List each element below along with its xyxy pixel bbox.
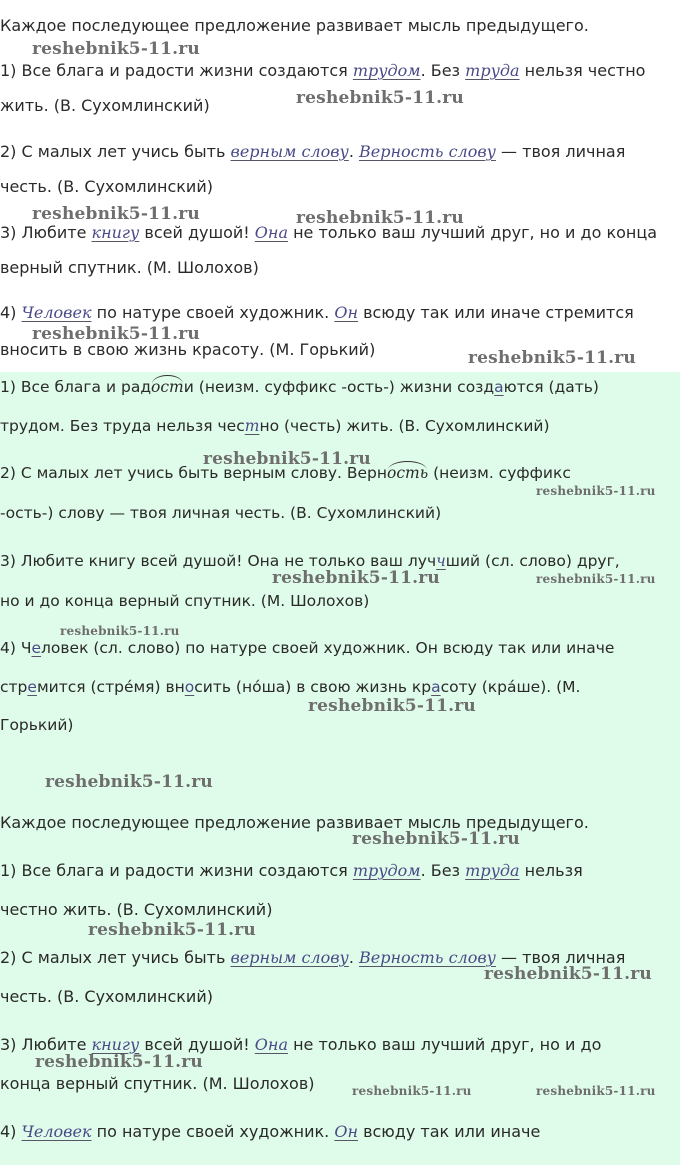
watermark: reshebnik5-11.ru xyxy=(296,88,464,108)
task-heading: Каждое последующее предложение развивает мысль предыдущего. xyxy=(0,16,589,35)
analysis-1-line-1: 1) Все блага и радости (неизм. суффикс -ость-) жизни создаются (дать) xyxy=(0,378,599,396)
watermark: reshebnik5-11.ru xyxy=(308,696,476,716)
word-ona: Она xyxy=(254,223,288,242)
analysis-4-line-1: 4) Человек (сл. слово) по натуре своей художник. Он всюду так или иначе xyxy=(0,639,615,657)
repeat-sentence-2-line-2: честь. (В. Сухомлинский) xyxy=(0,987,213,1006)
sentence-1-line-2: жить. (В. Сухомлинский) xyxy=(0,96,210,115)
repeat-sentence-1-line-1: 1) Все блага и радости жизни создаются трудом. Без труда нельзя xyxy=(0,861,583,880)
sentence-3-line-1: 3) Любите книгу всей душой! Она не только ваш лучший друг, но и до конца xyxy=(0,223,658,242)
watermark: reshebnik5-11.ru xyxy=(296,208,464,228)
analysis-1-line-2: трудом. Без труда нельзя честно (честь) жить. (В. Сухомлинский) xyxy=(0,417,550,435)
word-vernym-slovu: верным слову xyxy=(230,142,349,161)
watermark: reshebnik5-11.ru xyxy=(45,772,213,792)
watermark: reshebnik5-11.ru xyxy=(352,829,520,849)
analysis-2-line-1: 2) С малых лет учись быть верным слову. Верность (неизм. суффикс xyxy=(0,464,571,482)
watermark: reshebnik5-11.ru xyxy=(60,624,180,638)
watermark: reshebnik5-11.ru xyxy=(536,572,656,586)
analysis-2-line-2: -ость-) слову — твоя личная честь. (В. Сухомлинский) xyxy=(0,504,442,522)
analysis-3-line-2: но и до конца верный спутник. (М. Шолохов) xyxy=(0,592,370,610)
watermark: reshebnik5-11.ru xyxy=(32,324,200,344)
word-trudom: трудом xyxy=(352,61,421,80)
watermark: reshebnik5-11.ru xyxy=(88,920,256,940)
repeat-sentence-2-line-1: 2) С малых лет учись быть верным слову. Верность слову — твоя личная xyxy=(0,948,626,967)
analysis-4-line-2: стремится (стрéмя) вносить (нóша) в свою жизнь красоту (крáше). (М. xyxy=(0,678,581,696)
sentence-4-line-1: 4) Человек по натуре своей художник. Он всюду так или иначе стремится xyxy=(0,303,634,322)
watermark: reshebnik5-11.ru xyxy=(468,348,636,368)
watermark: reshebnik5-11.ru xyxy=(203,449,371,469)
watermark: reshebnik5-11.ru xyxy=(484,964,652,984)
sentence-4-line-2: вносить в свою жизнь красоту. (М. Горький) xyxy=(0,340,376,359)
word-on: Он xyxy=(334,303,358,322)
analysis-4-line-3: Горький) xyxy=(0,716,74,734)
word-knigu: книгу xyxy=(91,223,140,242)
repeat-sentence-3-line-1: 3) Любите книгу всей душой! Она не только ваш лучший друг, но и до xyxy=(0,1035,602,1054)
repeat-sentence-3-line-2: конца верный спутник. (М. Шолохов) xyxy=(0,1074,315,1093)
watermark: reshebnik5-11.ru xyxy=(35,1052,203,1072)
repeat-sentence-4-line-1: 4) Человек по натуре своей художник. Он всюду так или иначе xyxy=(0,1122,541,1141)
sentence-1-line-1: 1) Все блага и радости жизни создаются трудом. Без труда нельзя честно xyxy=(0,61,646,80)
suffix-arc: ость xyxy=(387,464,429,482)
sentence-2-line-1: 2) С малых лет учись быть верным слову. Верность слову — твоя личная xyxy=(0,142,626,161)
sentence-3-line-2: верный спутник. (М. Шолохов) xyxy=(0,258,259,277)
word-vernost-slovu: Верность слову xyxy=(359,142,496,161)
watermark: reshebnik5-11.ru xyxy=(272,568,440,588)
word-chelovek: Человек xyxy=(21,303,92,322)
watermark: reshebnik5-11.ru xyxy=(352,1084,472,1098)
word-truda: труда xyxy=(465,61,520,80)
watermark: reshebnik5-11.ru xyxy=(32,39,200,59)
repeat-sentence-1-line-2: честно жить. (В. Сухомлинский) xyxy=(0,900,273,919)
suffix-arc: ост xyxy=(151,378,184,396)
watermark: reshebnik5-11.ru xyxy=(536,1084,656,1098)
watermark: reshebnik5-11.ru xyxy=(536,484,656,498)
task-heading-repeat: Каждое последующее предложение развивает мысль предыдущего. xyxy=(0,813,589,832)
sentence-2-line-2: честь. (В. Сухомлинский) xyxy=(0,177,213,196)
watermark: reshebnik5-11.ru xyxy=(32,204,200,224)
analysis-3-line-1: 3) Любите книгу всей душой! Она не только ваш луччший (сл. слово) друг, xyxy=(0,552,620,570)
